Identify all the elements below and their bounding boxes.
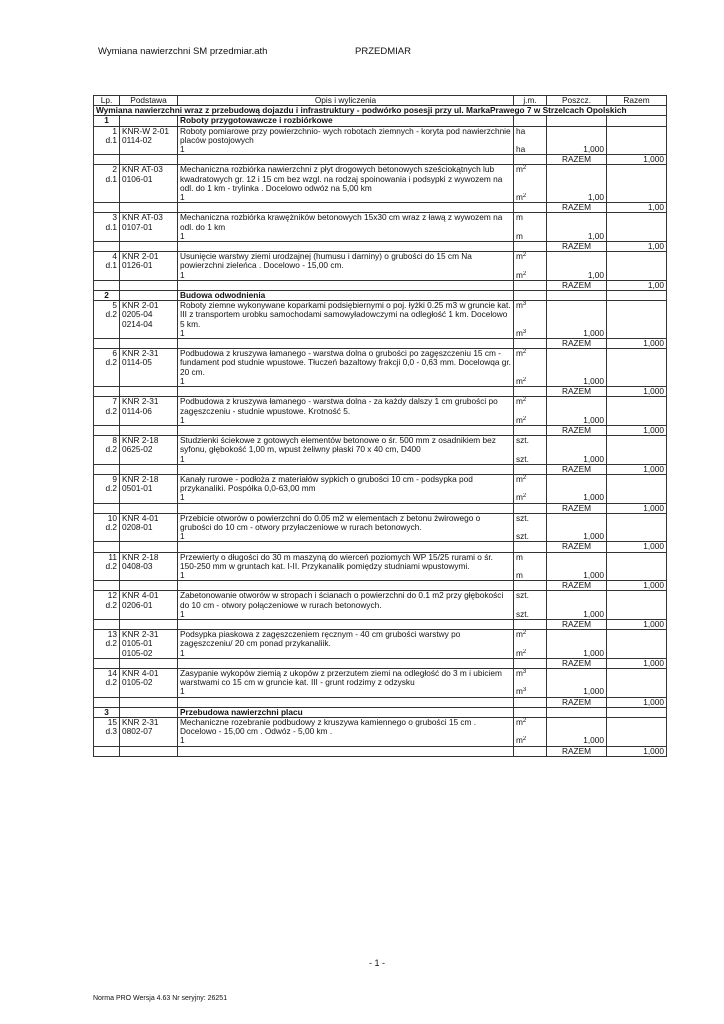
- item-lp: [94, 474, 120, 503]
- item-calc-unit: $m^2$: [514, 193, 547, 203]
- item-lp: [94, 591, 120, 620]
- basis-code: KNR AT-03: [122, 212, 163, 223]
- item-poszcz: 1,000: [547, 455, 607, 465]
- item-calc: 1: [178, 193, 514, 203]
- item-calc-unit: $m^2$: [514, 416, 547, 426]
- basis-code: 0408-03: [122, 560, 153, 571]
- item-poszcz: 1,000: [547, 145, 607, 155]
- item-division: d.2: [105, 357, 117, 368]
- item-description: Kanały rurowe - podłoża z materiałów sypkich o grubości 10 cm - podsypka pod przykanaliki. Pospółka 0,0-63,00 mm: [178, 474, 514, 493]
- item-calc: 1: [178, 532, 514, 542]
- section-row: [94, 291, 667, 301]
- basis-code: 0126-01: [122, 260, 153, 271]
- section-name: Roboty przygotowawcze i rozbiórkowe: [178, 116, 514, 126]
- razem-row: [94, 503, 667, 513]
- item-calc: 1: [178, 687, 514, 697]
- section-basis: [120, 707, 178, 717]
- calc-row: [94, 532, 667, 542]
- basis-code: KNR 4-01: [122, 513, 159, 523]
- item-basis: [120, 436, 178, 465]
- item-lp: [94, 252, 120, 281]
- calc-row: [94, 736, 667, 746]
- item-calc-unit: szt.: [514, 610, 547, 620]
- item-unit: $m^2$: [514, 165, 547, 193]
- razem-label: RAZEM: [547, 658, 607, 668]
- basis-code: KNR 4-01: [122, 668, 159, 678]
- section-row: [94, 707, 667, 717]
- item-basis: [120, 397, 178, 426]
- table-row: [94, 397, 667, 416]
- table-title-row: [94, 106, 667, 116]
- item-lp: [94, 552, 120, 581]
- calc-row: [94, 377, 667, 387]
- table-row: [94, 630, 667, 649]
- software-info: Norma PRO Wersja 4.63 Nr seryjny: 26251: [93, 995, 228, 1002]
- table-row: [94, 126, 667, 145]
- basis-code: KNR 2-31: [122, 629, 159, 640]
- col-podstawa: Podstawa: [120, 96, 178, 106]
- razem-label: RAZEM: [547, 619, 607, 629]
- item-unit: $m^3$: [514, 668, 547, 687]
- table-row: [94, 213, 667, 232]
- item-division: d.2: [105, 444, 117, 455]
- document-type: PRZEDMIAR: [355, 46, 411, 57]
- item-basis: [120, 165, 178, 203]
- item-number: 7: [112, 396, 117, 407]
- item-division: d.2: [105, 483, 117, 494]
- calc-row: [94, 455, 667, 465]
- col-razem: Razem: [607, 96, 667, 106]
- item-poszcz: 1,000: [547, 416, 607, 426]
- item-division: d.1: [105, 173, 117, 184]
- razem-row: [94, 697, 667, 707]
- item-calc-unit: ha: [514, 145, 547, 155]
- item-division: d.1: [105, 134, 117, 145]
- item-calc: 1: [178, 271, 514, 281]
- razem-value: 1,00: [607, 242, 667, 252]
- item-unit: $m^2$: [514, 349, 547, 377]
- item-number: 12: [107, 590, 117, 601]
- calc-row: [94, 329, 667, 339]
- razem-label: RAZEM: [547, 503, 607, 513]
- item-number: 11: [108, 552, 117, 562]
- razem-row: [94, 155, 667, 165]
- basis-code: KNR 2-31: [122, 396, 159, 407]
- basis-code: 0107-01: [122, 221, 153, 232]
- item-lp: [94, 668, 120, 697]
- item-calc-unit: $m^2$: [514, 493, 547, 503]
- basis-code: 0205-04: [122, 309, 153, 320]
- razem-label: RAZEM: [547, 242, 607, 252]
- item-basis: [120, 126, 178, 155]
- basis-code: 0802-07: [122, 726, 153, 737]
- col-opis: Opis i wyliczenia: [178, 96, 514, 106]
- item-calc: 1: [178, 416, 514, 426]
- table-row: [94, 252, 667, 271]
- basis-code: KNR 2-18: [122, 474, 159, 484]
- calc-row: [94, 493, 667, 503]
- razem-label: RAZEM: [547, 387, 607, 397]
- calc-row: [94, 271, 667, 281]
- item-calc: 1: [178, 455, 514, 465]
- razem-value: 1,00: [607, 280, 667, 290]
- table-row: [94, 349, 667, 377]
- basis-code: KNR 2-18: [122, 435, 159, 446]
- item-description: Roboty ziemne wykonywane koparkami podsiębiernymi o poj. łyżki 0.25 m3 w gruncie kat. III z transportem urobku samochodami samowyładowczymi na odległość 1 km. Docelowo 5 km.: [178, 301, 514, 329]
- item-calc: 1: [178, 377, 514, 387]
- razem-value: 1,000: [607, 619, 667, 629]
- basis-code: 0114-06: [122, 405, 152, 416]
- table-row: [94, 436, 667, 455]
- item-number: 1: [112, 126, 117, 136]
- document-filename: Wymiana nawierzchni SM przedmiar.ath: [98, 46, 268, 57]
- item-basis: [120, 591, 178, 620]
- basis-code: KNR 4-01: [122, 590, 159, 601]
- calc-row: [94, 649, 667, 659]
- basis-code: 0625-02: [122, 444, 153, 455]
- table-row: [94, 165, 667, 193]
- razem-row: [94, 746, 667, 756]
- razem-label: RAZEM: [547, 464, 607, 474]
- item-description: Przebicie otworów o powierzchni do 0.05 m2 w elementach z betonu żwirowego o grubości do 10 cm - otwory przyłaczeniowe w rurach betonowych.: [178, 513, 514, 532]
- item-unit: $m^2$: [514, 630, 547, 649]
- item-description: Mechaniczna rozbiórka krawężników betonowych 15x30 cm wraz z ławą z wywozem na odl. do 1 km: [178, 213, 514, 232]
- basis-code: 0206-01: [122, 599, 153, 610]
- basis-code: 0114-05: [122, 357, 152, 368]
- item-calc: 1: [178, 232, 514, 242]
- item-description: Studzienki ściekowe z gotowych elementów betonowe o śr. 500 mm z osadnikiem bez syfonu, głębokość 1,00 m, wpust żeliwny płaski 70 x 40 cm, D400: [178, 436, 514, 455]
- item-number: 4: [112, 251, 117, 262]
- col-lp: Lp.: [94, 96, 120, 106]
- item-poszcz: 1,00: [547, 193, 607, 203]
- item-lp: [94, 213, 120, 242]
- item-basis: [120, 213, 178, 242]
- basis-code: 0214-04: [122, 318, 153, 329]
- item-poszcz: 1,00: [547, 271, 607, 281]
- page-number: - 1 -: [369, 958, 386, 968]
- item-unit: $m^2$: [514, 252, 547, 271]
- section-number: 3: [94, 707, 120, 717]
- basis-code: 0105-02: [122, 677, 153, 688]
- basis-code: 0105-02: [122, 647, 153, 658]
- item-calc-unit: $m^2$: [514, 377, 547, 387]
- item-number: 9: [112, 474, 117, 484]
- item-division: d.1: [105, 260, 117, 271]
- item-lp: [94, 436, 120, 465]
- item-lp: [94, 397, 120, 426]
- table-row: [94, 474, 667, 493]
- razem-value: 1,000: [607, 658, 667, 668]
- razem-row: [94, 425, 667, 435]
- razem-row: [94, 339, 667, 349]
- item-division: d.2: [105, 677, 117, 688]
- razem-row: [94, 658, 667, 668]
- item-number: 15: [107, 717, 117, 727]
- item-basis: [120, 349, 178, 387]
- item-poszcz: 1,00: [547, 232, 607, 242]
- item-description: Podbudowa z kruszywa łamanego - warstwa dolna o grubości po zagęszczeniu 15 cm - fundament pod studnie wpustowe. Tłuczeń bazaltowy frakcji 0,0 - 0,63 mm. Docelowqa gr. 20 cm.: [178, 349, 514, 377]
- item-basis: [120, 474, 178, 503]
- item-calc-unit: $m^2$: [514, 271, 547, 281]
- item-basis: [120, 552, 178, 581]
- item-poszcz: 1,000: [547, 571, 607, 581]
- table-row: [94, 591, 667, 610]
- razem-row: [94, 387, 667, 397]
- razem-value: 1,000: [607, 697, 667, 707]
- item-division: d.2: [105, 521, 117, 532]
- item-number: 5: [112, 300, 117, 311]
- calc-row: [94, 610, 667, 620]
- section-row: [94, 116, 667, 126]
- item-number: 14: [107, 668, 117, 678]
- item-description: Mechaniczne rozebranie podbudowy z kruszywa kamiennego o grubości 15 cm . Docelowo - 15,00 cm . Odwóz - 5,00 km .: [178, 718, 514, 737]
- item-lp: [94, 513, 120, 542]
- razem-value: 1,000: [607, 339, 667, 349]
- calc-row: [94, 145, 667, 155]
- razem-value: 1,000: [607, 746, 667, 756]
- item-unit: $m^2$: [514, 474, 547, 493]
- razem-value: 1,000: [607, 464, 667, 474]
- item-calc: 1: [178, 493, 514, 503]
- col-jm: j.m.: [514, 96, 547, 106]
- item-lp: [94, 301, 120, 339]
- item-number: 3: [112, 212, 117, 223]
- item-poszcz: 1,000: [547, 377, 607, 387]
- basis-code: 0105-01: [122, 638, 153, 649]
- item-calc-unit: szt.: [514, 455, 547, 465]
- item-description: Przewierty o długości do 30 m maszyną do wierceń poziomych WP 15/25 rurami o śr. 150-250 mm w gruntach kat. I-II. Przykanalik pomiędzy studniami wpustowymi.: [178, 552, 514, 571]
- section-name: Budowa odwodnienia: [178, 291, 514, 301]
- item-description: Zasypanie wykopów ziemią z ukopów z przerzutem ziemi na odległość do 3 m i ubiciem warstwami co 15 cm w gruncie kat. III - grunt rodzimy z odzysku: [178, 668, 514, 687]
- razem-label: RAZEM: [547, 542, 607, 552]
- item-lp: [94, 349, 120, 387]
- section-number: 2: [94, 291, 120, 301]
- item-calc: 1: [178, 610, 514, 620]
- basis-code: KNR 2-01: [122, 300, 159, 311]
- razem-row: [94, 542, 667, 552]
- item-unit: szt.: [514, 591, 547, 610]
- item-basis: [120, 668, 178, 697]
- razem-label: RAZEM: [547, 203, 607, 213]
- razem-value: 1,000: [607, 425, 667, 435]
- section-name: Przebudowa nawierzchni placu: [178, 707, 514, 717]
- table-row: [94, 301, 667, 329]
- table-row: [94, 668, 667, 687]
- razem-label: RAZEM: [547, 339, 607, 349]
- item-calc: 1: [178, 145, 514, 155]
- table-header-row: [94, 96, 667, 106]
- item-calc-unit: $m^3$: [514, 687, 547, 697]
- item-lp: [94, 630, 120, 659]
- razem-value: 1,000: [607, 542, 667, 552]
- item-division: d.2: [105, 309, 117, 320]
- basis-code: 0501-01: [122, 483, 153, 494]
- basis-code: 0208-01: [122, 521, 153, 532]
- item-unit: ha: [514, 126, 547, 145]
- razem-row: [94, 464, 667, 474]
- item-description: Podbudowa z kruszywa łamanego - warstwa dolna - za każdy dalszy 1 cm grubości po zagęszczeniu - studnie wpustowe. Krotność 5.: [178, 397, 514, 416]
- item-poszcz: 1,000: [547, 493, 607, 503]
- item-division: d.1: [105, 221, 117, 232]
- item-number: 8: [112, 435, 117, 446]
- item-calc: 1: [178, 329, 514, 339]
- calc-row: [94, 687, 667, 697]
- table-row: [94, 718, 667, 737]
- razem-value: 1,000: [607, 387, 667, 397]
- item-description: Podsypka piaskowa z zagęszczeniem ręcznym - 40 cm grubości warstwy po zagęszczeniu/ 20 cm ponad przykanaliik.: [178, 630, 514, 649]
- basis-code: KNR 2-31: [122, 717, 159, 727]
- basis-code: 0114-02: [122, 134, 152, 145]
- item-poszcz: 1,000: [547, 649, 607, 659]
- item-number: 10: [107, 513, 117, 523]
- item-calc: 1: [178, 649, 514, 659]
- item-division: d.2: [105, 405, 117, 416]
- razem-value: 1,000: [607, 581, 667, 591]
- item-calc-unit: m: [514, 571, 547, 581]
- item-unit: m: [514, 213, 547, 232]
- razem-row: [94, 280, 667, 290]
- item-description: Mechaniczna rozbiórka nawierzchni z płyt drogowych betonowych sześciokątnych lub kwadratowych gr. 12 i 15 cm bez wzgl. na rodzaj spoinowania i podsypki z wywozem na odl. do 1 km - trylinka . Docelowo odwóz na 5,00 km: [178, 165, 514, 193]
- calc-row: [94, 416, 667, 426]
- basis-code: KNR 2-18: [122, 552, 159, 562]
- item-basis: [120, 252, 178, 281]
- razem-value: 1,000: [607, 155, 667, 165]
- section-basis: [120, 291, 178, 301]
- item-calc: 1: [178, 736, 514, 746]
- item-division: d.2: [105, 638, 117, 649]
- item-unit: szt.: [514, 436, 547, 455]
- item-calc-unit: szt.: [514, 532, 547, 542]
- razem-value: 1,000: [607, 503, 667, 513]
- item-basis: [120, 513, 178, 542]
- item-poszcz: 1,000: [547, 687, 607, 697]
- razem-label: RAZEM: [547, 425, 607, 435]
- item-calc-unit: $m^2$: [514, 649, 547, 659]
- item-calc-unit: m: [514, 232, 547, 242]
- table-row: [94, 552, 667, 571]
- item-number: 2: [112, 164, 117, 175]
- estimate-title: Wymiana nawierzchni wraz z przebudową dojazdu i infrastruktury - podwórko posesji przy ul. MarkaPrawego 7 w Strzelcach Opolskich: [94, 106, 667, 116]
- item-division: d.2: [105, 560, 117, 571]
- item-description: Usunięcie warstwy ziemi urodzajnej (humusu i darniny) o grubości do 15 cm Na powierzchni zieleńca . Docelowo - 15,00 cm.: [178, 252, 514, 271]
- razem-row: [94, 581, 667, 591]
- razem-row: [94, 242, 667, 252]
- item-unit: szt.: [514, 513, 547, 532]
- basis-code: KNR AT-03: [122, 164, 163, 175]
- basis-code: KNR 2-01: [122, 251, 159, 262]
- table-row: [94, 513, 667, 532]
- item-poszcz: 1,000: [547, 610, 607, 620]
- razem-label: RAZEM: [547, 581, 607, 591]
- razem-label: RAZEM: [547, 280, 607, 290]
- col-poszcz: Poszcz.: [547, 96, 607, 106]
- section-number: 1: [94, 116, 120, 126]
- razem-label: RAZEM: [547, 155, 607, 165]
- item-division: d.3: [105, 726, 117, 737]
- item-unit: $m^2$: [514, 397, 547, 416]
- calc-row: [94, 193, 667, 203]
- item-lp: [94, 165, 120, 203]
- item-unit: m: [514, 552, 547, 571]
- item-basis: [120, 718, 178, 747]
- item-description: Zabetonowanie otworów w stropach i ścianach o powierzchni do 0.1 m2 przy głębokości do 10 cm - otwory połączeniowe w rurach betonowych.: [178, 591, 514, 610]
- item-unit: $m^2$: [514, 718, 547, 737]
- item-number: 13: [107, 629, 117, 640]
- przedmiar-table: [93, 95, 667, 757]
- item-description: Roboty pomiarowe przy powierzchnio- wych robotach ziemnych - koryta pod nawierzchnie placów postojowych: [178, 126, 514, 145]
- item-calc-unit: $m^3$: [514, 329, 547, 339]
- basis-code: KNR 2-31: [122, 348, 159, 359]
- item-poszcz: 1,000: [547, 329, 607, 339]
- basis-code: 0106-01: [122, 173, 153, 184]
- basis-code: KNR-W 2-01: [122, 126, 170, 136]
- item-poszcz: 1,000: [547, 736, 607, 746]
- section-basis: [120, 116, 178, 126]
- item-lp: [94, 126, 120, 155]
- item-number: 6: [112, 348, 117, 359]
- razem-label: RAZEM: [547, 746, 607, 756]
- item-unit: $m^3$: [514, 301, 547, 329]
- item-calc-unit: $m^2$: [514, 736, 547, 746]
- item-poszcz: 1,000: [547, 532, 607, 542]
- item-division: d.2: [105, 599, 117, 610]
- item-basis: [120, 630, 178, 659]
- calc-row: [94, 232, 667, 242]
- calc-row: [94, 571, 667, 581]
- item-calc: 1: [178, 571, 514, 581]
- item-basis: [120, 301, 178, 339]
- razem-row: [94, 203, 667, 213]
- item-lp: [94, 718, 120, 747]
- razem-label: RAZEM: [547, 697, 607, 707]
- razem-row: [94, 619, 667, 629]
- razem-value: 1,00: [607, 203, 667, 213]
